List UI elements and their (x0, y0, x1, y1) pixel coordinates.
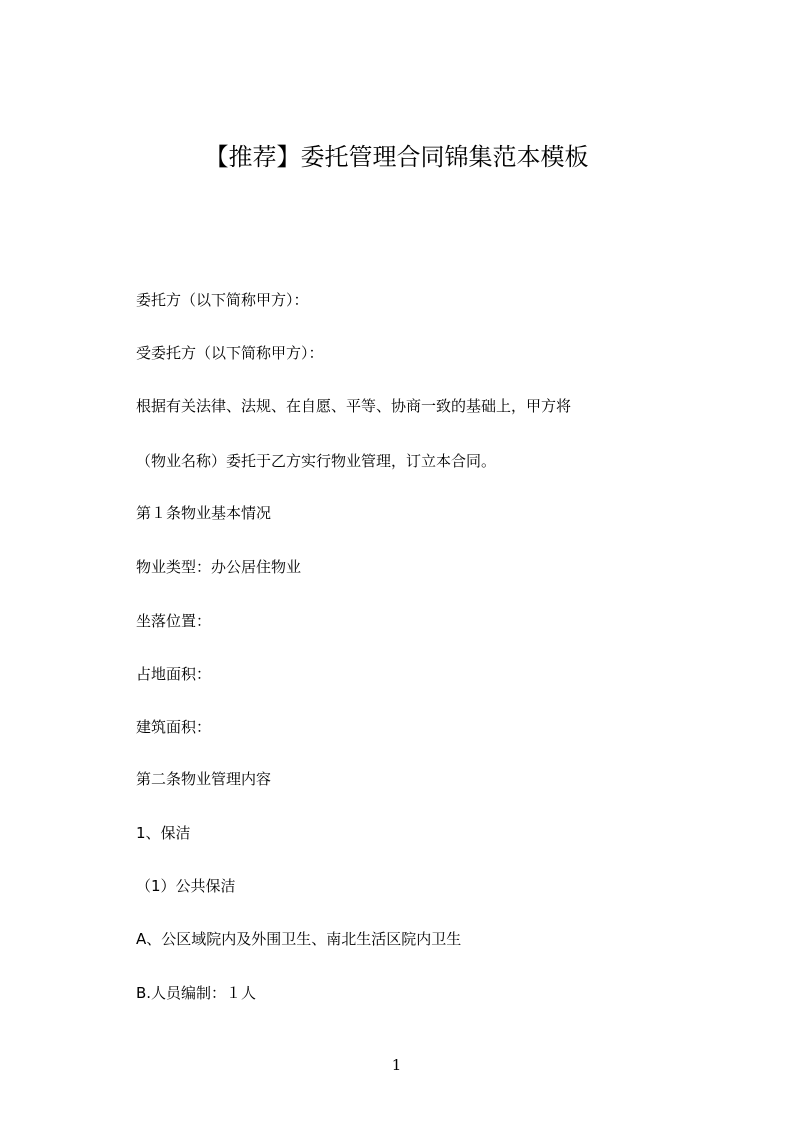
line-building-area: 建筑面积： (136, 718, 212, 736)
line-article-2-heading: 第二条物业管理内容 (136, 770, 272, 788)
document-title: 【推荐】委托管理合同锦集范本模板 (204, 143, 589, 171)
line-preamble-1: 根据有关法律、法规、在自愿、平等、协商一致的基础上，甲方将 (136, 397, 572, 415)
line-article-1-heading: 第１条物业基本情况 (136, 504, 272, 522)
line-preamble-2: （物业名称）委托于乙方实行物业管理，订立本合同。 (136, 452, 497, 470)
page-number: 1 (391, 1056, 402, 1074)
line-cleaning-scope: A、公区域院内及外围卫生、南北生活区院内卫生 (136, 930, 462, 948)
line-staffing: B.人员编制：１人 (136, 984, 257, 1002)
line-agent: 受委托方（以下简称甲方）： (136, 344, 324, 362)
line-principal: 委托方（以下简称甲方）： (136, 291, 309, 309)
line-property-type: 物业类型：办公居住物业 (136, 558, 302, 576)
line-land-area: 占地面积： (136, 665, 212, 683)
line-public-cleaning: （1）公共保洁 (136, 877, 236, 895)
line-item-cleaning: 1、保洁 (136, 824, 191, 842)
line-location: 坐落位置： (136, 612, 212, 630)
